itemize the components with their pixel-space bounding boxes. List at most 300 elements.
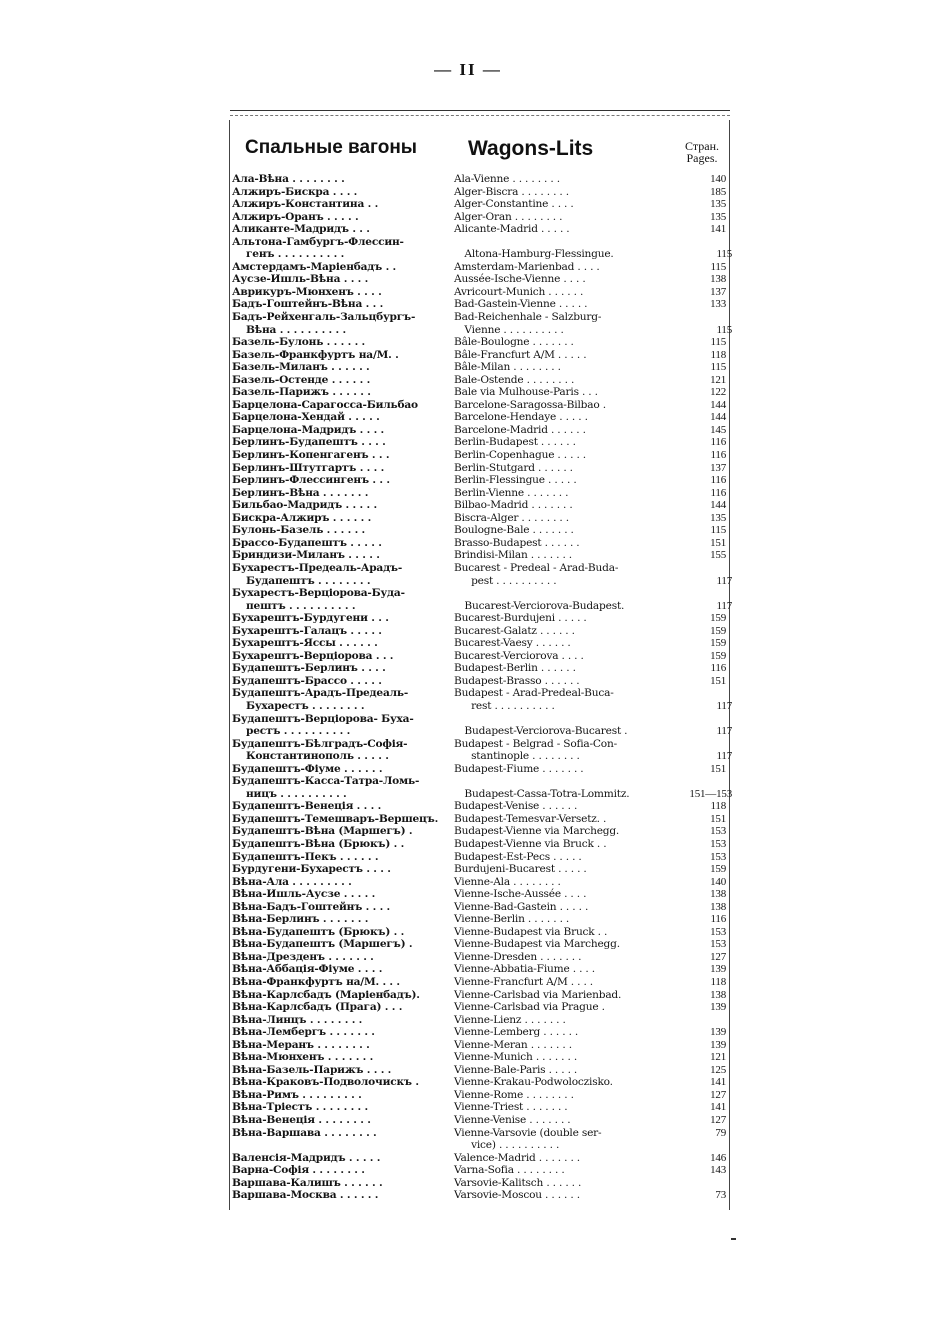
page-ref: 143 [710,1164,726,1177]
index-row [232,913,732,926]
index-row [232,487,732,500]
route-french: Bucarest-Verciorova . . . . [454,649,584,662]
index-row [232,725,732,738]
index-row [232,763,732,776]
index-row [232,989,732,1002]
page-ref: 151 [710,812,726,825]
route-french: Vienne-Carlsbad via Prague . [454,1001,605,1014]
index-row [232,512,732,525]
index-row [232,273,732,286]
index-row [232,713,732,726]
page-ref: 117 [716,599,732,612]
index-row [232,286,732,299]
route-french: Berlin-Vienne . . . . . . . [454,486,569,499]
route-french: Berlin-Budapest . . . . . . [454,436,576,449]
route-russian: Вѣна-Будапештъ (Маршегъ) . [232,938,413,951]
page-ref: 116 [710,486,726,499]
index-row [232,851,732,864]
route-french: Vienne-Venise . . . . . . . [454,1114,571,1127]
index-row [232,474,732,487]
page-ref: 115 [710,336,726,349]
page-ref: 116 [710,436,726,449]
route-french: Vienne-Carlsbad via Marienbad. [454,988,622,1001]
route-russian: Будапештъ-Венеція . . . . [232,800,382,813]
index-row [232,738,732,751]
route-russian: Варна-Софія . . . . . . . . [232,1164,365,1177]
route-french: Vienne-Berlin . . . . . . . [454,913,570,926]
index-row [232,424,732,437]
page-ref: 137 [710,461,726,474]
route-russian: Бухарестъ-Предеаль-Арадъ- [232,561,403,574]
route-french: Altona-Hamburg-Flessingue. [464,248,614,261]
route-french: Budapest-Cassa-Totra-Lommitz. [464,787,630,800]
route-russian: Базель-Булонь . . . . . . [232,336,366,349]
index-row [232,838,732,851]
route-french: Avricourt-Munich . . . . . . [454,285,584,298]
route-russian: Алжиръ-Оранъ . . . . . [232,210,359,223]
route-russian: Будапештъ-Бѣлградъ-Софія- [232,737,408,750]
index-table [232,173,732,1202]
route-french: Vienne-Dresden . . . . . . . [454,950,582,963]
page-ref: 140 [710,173,726,185]
header-pages-ru: Стран. [685,139,719,153]
page-ref: 153 [710,837,726,850]
page-ref: 138 [710,900,726,913]
route-french: Alger-Constantine . . . . [454,198,574,211]
page-ref: 135 [710,198,726,211]
route-russian: Бухарестъ-Верціорова-Буда- [232,587,405,600]
route-russian: Вѣна-Линцъ . . . . . . . . [232,1013,363,1026]
route-french: Bad-Gastein-Vienne . . . . . [454,298,588,311]
page-ref: 115 [710,260,726,273]
route-russian: Вѣна-Краковъ-Подволочискъ . [232,1076,419,1089]
route-french: Vienne-Abbatia-Fiume . . . . [454,963,595,976]
route-french: Bale-Ostende . . . . . . . . [454,373,575,386]
index-row [232,963,732,976]
index-row [232,1089,732,1102]
index-row [232,386,732,399]
route-french: Varsovie-Moscou . . . . . . [454,1189,580,1202]
page-ref: 118 [710,976,726,988]
route-russian: Константинополь . . . . . [246,750,389,763]
route-french: Vienne-Francfurt A/M . . . . [454,976,593,988]
page-number: — II — [434,60,502,79]
index-row [232,549,732,562]
page-ref: 135 [710,511,726,524]
route-russian: ницъ . . . . . . . . . . [246,787,347,800]
page-ref: 127 [710,1088,726,1101]
route-french: Biscra-Alger . . . . . . . . [454,511,569,524]
route-russian: Бриндизи-Миланъ . . . . . [232,549,380,562]
index-row [232,637,732,650]
route-french: Aussée-Ische-Vienne . . . . [454,273,586,286]
route-french: Budapest-Brasso . . . . . . [454,674,580,687]
page-ref: 139 [710,1001,726,1014]
page-ref: 117 [716,699,732,712]
route-russian: Вѣна-Дрезденъ . . . . . . . [232,950,374,963]
index-row [232,575,732,588]
page-ref: 139 [710,963,726,976]
route-russian: Берлинъ-Штутгартъ . . . . [232,461,385,474]
route-russian: Альтона-Гамбургъ-Флессин- [232,235,404,248]
index-row [232,1026,732,1039]
route-french: Burdujeni-Bucarest . . . . . [454,863,587,876]
index-row [232,248,732,261]
route-french: Bucarest-Burdujeni . . . . . [454,612,587,625]
route-russian: Будапештъ . . . . . . . . [246,574,371,587]
index-row [232,788,732,801]
route-french: Budapest-Venise . . . . . . [454,800,578,813]
route-french: Budapest-Verciorova-Bucarest . [464,725,628,738]
route-russian: Будапештъ-Темешваръ-Вершецъ. [232,812,439,825]
page-ref: 121 [710,1051,726,1064]
route-russian: Будапештъ-Пекъ . . . . . . [232,850,379,863]
page-ref: 115 [710,524,726,537]
page-ref: 153 [710,850,726,863]
page-ref: 116 [710,662,726,675]
route-french: Bale via Mulhouse-Paris . . . [454,386,598,399]
index-row [232,211,732,224]
route-french: Vienne . . . . . . . . . . [464,323,564,336]
index-row [232,1051,732,1064]
index-row [232,587,732,600]
route-french: Berlin-Copenhague . . . . . [454,449,586,462]
route-russian: Будапештъ-Фіуме . . . . . . [232,762,383,775]
header-french: Wagons-Lits [468,137,594,160]
index-row [232,1114,732,1127]
index-row [232,901,732,914]
route-french: Budapest-Vienne via Bruck . . [454,837,607,850]
route-french: Budapest-Vienne via Marchegg. [454,825,620,838]
route-russian: Будапештъ-Арадъ-Предеаль- [232,687,409,700]
route-french: Amsterdam-Marienbad . . . . [454,260,600,273]
route-french: Berlin-Stutgard . . . . . . [454,461,573,474]
index-row [232,399,732,412]
route-french: Vienne-Budapest via Bruck . . [454,925,608,938]
page-ref: 116 [710,474,726,487]
page-ref: 153 [710,925,726,938]
route-french: Vienne-Ische-Aussée . . . . [454,888,587,901]
route-french: Vienne-Lienz . . . . . . . [454,1013,566,1026]
route-french: vice) . . . . . . . . . . [471,1139,560,1152]
route-russian: Бухарештъ-Бурдугени . . . [232,612,389,625]
index-row [232,261,732,274]
page-ref: 121 [710,373,726,386]
index-row [232,700,732,713]
index-row [232,687,732,700]
route-french: Berlin-Flessingue . . . . . [454,474,577,487]
route-russian: Барцелона-Мадридъ . . . . [232,423,385,436]
index-row [232,750,732,763]
index-row [232,976,732,989]
page-ref: 137 [710,285,726,298]
route-russian: Вѣна-Франкфуртъ на/М. . . . [232,976,400,988]
index-row [232,411,732,424]
route-russian: Валенсія-Мадридъ . . . . . [232,1151,381,1164]
route-french: pest . . . . . . . . . . [471,574,557,587]
page-ref: 117 [716,725,732,738]
page-ref: 117 [716,750,732,763]
route-russian: Базель-Остенде . . . . . . [232,373,371,386]
page-ref: 144 [710,499,726,512]
index-row [232,1189,732,1202]
index-row [232,800,732,813]
route-french: Vienne-Bale-Paris . . . . . [454,1063,578,1076]
left-column-rule [229,120,230,1210]
page-ref: 135 [710,210,726,223]
page-ref: 115 [716,248,732,261]
index-row [232,449,732,462]
index-row [232,499,732,512]
page-ref: 159 [710,637,726,650]
route-russian: рестъ . . . . . . . . . . [246,725,351,738]
route-french: Budapest-Fiume . . . . . . . [454,762,584,775]
index-row [232,926,732,939]
route-french: Alger-Oran . . . . . . . . [454,210,563,223]
page-ref: 125 [710,1063,726,1076]
route-french: Bilbao-Madrid . . . . . . . [454,499,573,512]
route-russian: Вѣна-Будапештъ (Брюкъ) . . [232,925,405,938]
route-russian: Вѣна-Берлинъ . . . . . . . [232,913,369,926]
route-russian: Бухарестъ . . . . . . . . [246,699,365,712]
route-french: Vienne-Rome . . . . . . . . [454,1088,574,1101]
route-french: Bâle-Boulogne . . . . . . . [454,336,574,349]
route-russian: Булонь-Базель . . . . . . [232,524,366,537]
page-ref: 79 [715,1126,726,1139]
route-french: Barcelone-Madrid . . . . . . [454,423,586,436]
page-ref: 159 [710,612,726,625]
index-row [232,562,732,575]
route-french: Vienne-Ala . . . . . . . . [454,875,561,888]
page-ref: 115 [710,361,726,374]
route-russian: Бухарештъ-Верціорова . . . [232,649,394,662]
route-russian: Вѣна-Лембергъ . . . . . . . [232,1026,375,1039]
page-ref: 159 [710,624,726,637]
index-row [232,198,732,211]
route-russian: Базель-Франкфуртъ на/М. . [232,348,399,361]
index-row [232,1101,732,1114]
index-row [232,336,732,349]
page-ref: 118 [710,348,726,361]
index-row [232,1127,732,1140]
page-ref: 127 [710,950,726,963]
page-ref: 138 [710,988,726,1001]
index-row [232,298,732,311]
route-french: Vienne-Munich . . . . . . . [454,1051,577,1064]
route-french: Ala-Vienne . . . . . . . . [454,173,560,185]
route-russian: Берлинъ-Флессингенъ . . . [232,474,390,487]
index-row [232,1164,732,1177]
page-ref: 141 [710,223,726,236]
page-ref: 151—153 [689,787,732,800]
index-row [232,1039,732,1052]
route-french: Vienne-Bad-Gastein . . . . . [454,900,589,913]
page-ref: 153 [710,825,726,838]
route-russian: Базель-Парижъ . . . . . . [232,386,371,399]
route-russian: пештъ . . . . . . . . . . [246,599,356,612]
index-row [232,1014,732,1027]
page-ref: 153 [710,938,726,951]
route-russian: Брассо-Будапештъ . . . . . [232,536,382,549]
index-row [232,349,732,362]
route-french: Bâle-Francfurt A/M . . . . . [454,348,587,361]
route-french: Bucarest-Vaesy . . . . . . [454,637,571,650]
index-row [232,876,732,889]
page-ref: 146 [710,1151,726,1164]
index-row [232,775,732,788]
index-row [232,612,732,625]
index-row [232,600,732,613]
route-russian: Вѣна-Мюнхенъ . . . . . . . [232,1051,374,1064]
route-russian: Бискра-Алжиръ . . . . . . [232,511,372,524]
route-russian: Варшава-Москва . . . . . . [232,1189,379,1202]
page-ref: 159 [710,863,726,876]
route-russian: Бухарештъ-Яссы . . . . . . [232,637,378,650]
index-row [232,1064,732,1077]
route-french: Valence-Madrid . . . . . . . [454,1151,580,1164]
route-russian: Вѣна-Базель-Парижъ . . . . [232,1063,392,1076]
page-ref: 144 [710,398,726,411]
index-row [232,1177,732,1190]
route-french: Vienne-Budapest via Marchegg. [454,938,620,951]
route-french: Boulogne-Bale . . . . . . . [454,524,574,537]
route-russian: Берлинъ-Вѣна . . . . . . . [232,486,369,499]
index-row [232,1152,732,1165]
route-russian: Вѣна-Варшава . . . . . . . . [232,1126,377,1139]
index-row [232,524,732,537]
route-russian: Аврикуръ-Мюнхенъ . . . . [232,285,382,298]
route-russian: Вѣна-Тріестъ . . . . . . . . [232,1101,369,1114]
page-ref: 127 [710,1114,726,1127]
index-row [232,1076,732,1089]
route-french: rest . . . . . . . . . . [471,699,555,712]
route-russian: Берлинъ-Копенгагенъ . . . [232,449,390,462]
index-row [232,625,732,638]
index-row [232,938,732,951]
route-french: Barcelone-Hendaye . . . . . [454,411,588,424]
route-russian: Алжиръ-Бискра . . . . [232,185,358,198]
index-row [232,825,732,838]
index-row [232,1001,732,1014]
page-ref: 155 [710,549,726,562]
index-row [232,173,732,186]
route-french: Brindisi-Milan . . . . . . . [454,549,572,562]
route-french: Budapest-Berlin . . . . . . [454,662,576,675]
route-russian: Будапештъ-Касса-Татра-Ломь- [232,775,420,788]
route-french: Vienne-Meran . . . . . . . [454,1038,572,1051]
route-french: Budapest-Est-Pecs . . . . . [454,850,582,863]
route-french: Brasso-Budapest . . . . . . [454,536,580,549]
route-russian: Вѣна-Ишль-Аусзе . . . . . [232,888,376,901]
route-russian: Будапештъ-Брассо . . . . . [232,674,382,687]
index-row [232,863,732,876]
page-ref: 151 [710,536,726,549]
page-ref: 140 [710,875,726,888]
page-ref: 145 [710,423,726,436]
index-row [232,361,732,374]
index-row [232,537,732,550]
route-russian: Ала-Вѣна . . . . . . . . [232,173,345,185]
route-russian: Будапештъ-Верціорова- Буха- [232,712,414,725]
route-russian: Бадъ-Гоштейнъ-Вѣна . . . [232,298,384,311]
index-row [232,311,732,324]
route-russian: Вѣна-Карлсбадъ (Маріенбадъ). [232,988,420,1001]
page-ref: 73 [715,1189,726,1202]
header-russian: Спальные вагоны [245,137,418,158]
top-rule [230,110,730,111]
index-row [232,1139,732,1152]
route-french: Bâle-Milan . . . . . . . . [454,361,561,374]
page-ref: 139 [710,1038,726,1051]
page-ref: 185 [710,185,726,198]
page-ref: 138 [710,888,726,901]
route-russian: Вѣна-Римъ . . . . . . . . . [232,1088,362,1101]
index-row [232,324,732,337]
top-rule-dashed [230,115,730,116]
header-pages [676,140,728,164]
route-russian: Вѣна-Венеція . . . . . . . . [232,1114,371,1127]
route-russian: Вѣна . . . . . . . . . . [246,323,346,336]
index-row [232,223,732,236]
page-ref: 133 [710,298,726,311]
route-russian: Бухарештъ-Галацъ . . . . . [232,624,382,637]
header-pages-fr: Pages. [686,151,718,165]
route-russian: Вѣна-Ала . . . . . . . . . [232,875,352,888]
route-russian: Барцелона-Хендай . . . . . [232,411,380,424]
route-french: Varsovie-Kalitsch . . . . . . [454,1176,582,1189]
index-row [232,186,732,199]
route-french: Vienne-Triest . . . . . . . [454,1101,568,1114]
footer-mark [731,1238,736,1240]
page-ref: 144 [710,411,726,424]
route-french: Vienne-Lemberg . . . . . . [454,1026,579,1039]
route-french: Alicante-Madrid . . . . . [454,223,570,236]
page-ref: 141 [710,1101,726,1114]
route-french: Barcelone-Saragossa-Bilbao . [454,398,606,411]
page-ref: 159 [710,649,726,662]
route-french: Vienne-Krakau-Podwoloczisko. [454,1076,613,1089]
route-french: Alger-Biscra . . . . . . . . [454,185,569,198]
index-row [232,662,732,675]
page-ref: 116 [710,449,726,462]
page-ref: 139 [710,1026,726,1039]
route-french: Bad-Reichenhale - Salzburg- [454,311,602,324]
route-russian: генъ . . . . . . . . . . [246,248,345,261]
route-russian: Базель-Миланъ . . . . . . [232,361,370,374]
route-french: Budapest - Arad-Predeal-Buca- [454,687,614,700]
route-russian: Варшава-Калишъ . . . . . . [232,1176,383,1189]
index-row [232,236,732,249]
page-ref: 138 [710,273,726,286]
route-french: Varna-Sofia . . . . . . . . [454,1164,565,1177]
route-french: Bucarest-Verciorova-Budapest. [464,599,625,612]
route-french: Budapest-Temesvar-Versetz. . [454,812,607,825]
page-ref: 122 [710,386,726,399]
route-russian: Будапештъ-Берлинъ . . . . [232,662,386,675]
index-row [232,813,732,826]
route-russian: Берлинъ-Будапештъ . . . . [232,436,386,449]
route-russian: Бильбао-Мадридъ . . . . . [232,499,377,512]
page-ref: 115 [716,323,732,336]
route-russian: Барцелона-Сарагосса-Бильбао [232,398,418,411]
index-row [232,951,732,964]
route-russian: Вѣна-Аббація-Фіуме . . . . [232,963,383,976]
route-russian: Аусзе-Ишль-Вѣна . . . . [232,273,369,286]
page-ref: 151 [710,674,726,687]
index-row [232,888,732,901]
route-french: Vienne-Varsovie (double ser- [454,1126,602,1139]
index-row [232,436,732,449]
